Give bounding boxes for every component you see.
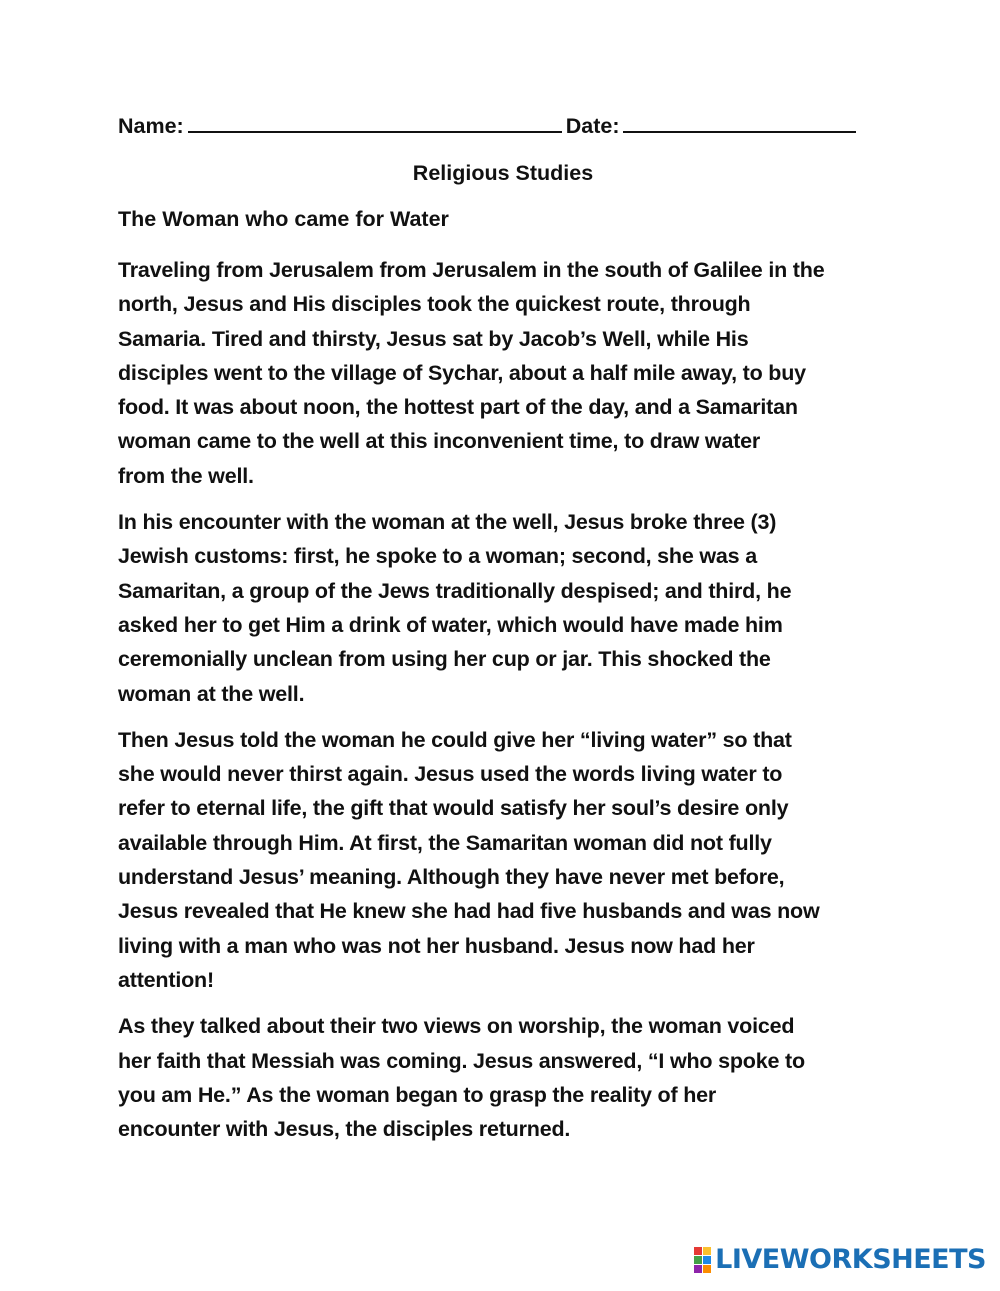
paragraph-line: Samaritan, a group of the Jews traditionally despised; and third, he — [118, 578, 792, 603]
paragraph-line: food. It was about noon, the hottest part of the day, and a Samaritan — [118, 395, 798, 420]
paragraph-line: her faith that Messiah was coming. Jesus answered, “I who spoke to — [118, 1048, 805, 1073]
paragraph-line: available through Him. At first, the Samaritan woman did not fully — [118, 830, 772, 855]
liveworksheets-logo[interactable] — [694, 1244, 986, 1275]
paragraph-line: she would never thirst again. Jesus used the words living water to — [118, 762, 783, 787]
paragraph-line: asked her to get Him a drink of water, which would have made him — [118, 612, 783, 637]
paragraph-line: you am He.” As the woman began to grasp the reality of her — [118, 1082, 717, 1107]
story-title: The Woman who came for Water — [118, 207, 449, 231]
date-label: Date: — [565, 114, 620, 138]
header-row — [118, 113, 888, 153]
paragraph-line: north, Jesus and His disciples took the quickest route, through — [118, 292, 751, 317]
paragraph-line: In his encounter with the woman at the well, Jesus broke three (3) — [118, 510, 777, 535]
paragraph-line: Jesus revealed that He knew she had had five husbands and was now — [118, 899, 820, 924]
logo-blocks-icon — [694, 1247, 711, 1273]
paragraph-line: woman at the well. — [118, 681, 305, 706]
logo-text: LIVEWORKSHEETS — [715, 1244, 986, 1275]
paragraph-3 — [118, 723, 888, 997]
paragraph-line: As they talked about their two views on worship, the woman voiced — [118, 1014, 795, 1039]
paragraph-4 — [118, 1009, 888, 1146]
logo-block — [694, 1265, 702, 1273]
paragraph-line: Samaria. Tired and thirsty, Jesus sat by Jacob’s Well, while His — [118, 326, 749, 351]
logo-block — [703, 1256, 711, 1264]
logo-block — [703, 1247, 711, 1255]
paragraph-line: encounter with Jesus, the disciples returned. — [118, 1117, 571, 1142]
date-blank-line[interactable] — [623, 113, 856, 133]
paragraph-2 — [118, 505, 888, 711]
logo-block — [694, 1256, 702, 1264]
paragraph-line: refer to eternal life, the gift that would satisfy her soul’s desire only — [118, 796, 789, 821]
paragraph-line: Jewish customs: first, he spoke to a woman; second, she was a — [118, 544, 757, 569]
paragraph-line: disciples went to the village of Sychar, about a half mile away, to buy — [118, 360, 806, 385]
paragraph-1 — [118, 253, 888, 493]
logo-block — [703, 1265, 711, 1273]
name-label: Name: — [118, 114, 184, 138]
paragraph-line: woman came to the well at this inconvenient time, to draw water — [118, 429, 761, 454]
paragraph-line: ceremonially unclean from using her cup or jar. This shocked the — [118, 647, 771, 672]
logo-block — [694, 1247, 702, 1255]
paragraph-line: attention! — [118, 967, 214, 992]
worksheet-page — [118, 113, 888, 1146]
subject-heading: Religious Studies — [412, 161, 594, 185]
paragraph-line: understand Jesus’ meaning. Although they have never met before, — [118, 865, 785, 890]
paragraph-line: living with a man who was not her husband. Jesus now had her — [118, 933, 755, 958]
paragraph-line: from the well. — [118, 463, 254, 488]
name-blank-line[interactable] — [188, 113, 562, 133]
paragraph-line: Then Jesus told the woman he could give her “living water” so that — [118, 727, 792, 752]
paragraph-line: Traveling from Jerusalem from Jerusalem in the south of Galilee in the — [118, 258, 825, 282]
